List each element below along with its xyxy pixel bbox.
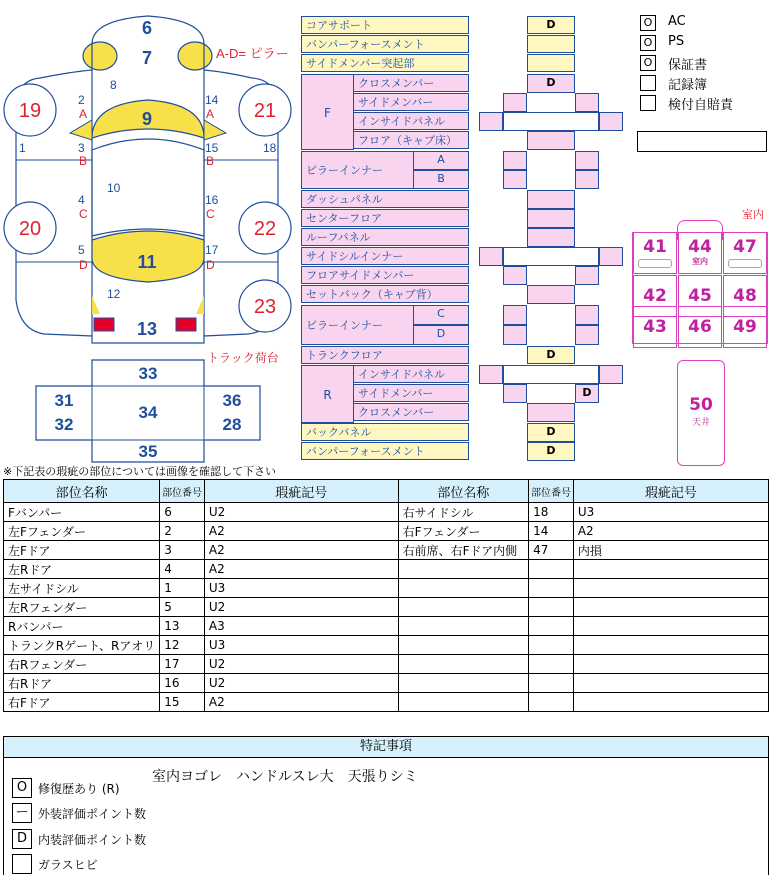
part-row: サイドメンバー (353, 384, 469, 402)
table-cell (573, 617, 768, 636)
table-cell (398, 598, 529, 617)
table-cell: 5 (160, 598, 205, 617)
room-44-sub: 室内 (692, 257, 708, 266)
table-cell: U3 (573, 503, 768, 522)
legend-interior-symbol: D (12, 829, 32, 849)
col-header: 部位名称 (398, 480, 529, 503)
col-header: 瑕疵記号 (204, 480, 398, 503)
part-row: トランクフロア (301, 346, 469, 364)
part-row: バンパーフォースメント (301, 442, 469, 460)
mark-cell (503, 112, 599, 131)
part-row: サイドシルインナー (301, 247, 469, 265)
table-cell: 12 (160, 636, 205, 655)
left-headlight (83, 42, 117, 70)
legend-glass-symbol (12, 854, 32, 874)
table-cell: 右Rドア (4, 674, 160, 693)
mark-cell: D (527, 423, 575, 442)
insurance-label: 検付自賠責 (668, 98, 734, 113)
table-row (4, 541, 769, 560)
table-cell: 15 (160, 693, 205, 712)
svg-text:C: C (206, 207, 215, 221)
mark-cell (527, 35, 575, 53)
region-12: 12 (107, 287, 121, 301)
mark-cell (479, 247, 503, 266)
ac-check[interactable]: O (640, 15, 656, 31)
car-body-outline (16, 44, 278, 343)
table-row (4, 560, 769, 579)
ceiling (677, 360, 725, 466)
table-cell: 右Rフェンダー (4, 655, 160, 674)
warranty-check[interactable]: O (640, 55, 656, 71)
table-cell (573, 560, 768, 579)
part-row: インサイドパネル (353, 365, 469, 383)
rear-pillar-left (92, 296, 100, 314)
table-cell (398, 655, 529, 674)
right-pillar-a (204, 120, 226, 140)
spare-num: 23 (253, 296, 277, 318)
legend-exterior-symbol: ー (12, 803, 32, 823)
group-f: F (301, 74, 354, 150)
region-8: 8 (110, 78, 117, 92)
rear-pillar-right (196, 296, 204, 314)
table-cell: 2 (160, 522, 205, 541)
note-line: ※下記表の瑕疵の部位については画像を確認して下さい (3, 465, 276, 478)
table-cell (573, 636, 768, 655)
table-cell (529, 636, 574, 655)
mark-cell (575, 151, 599, 170)
pillar-inner-rear: ピラーインナー (301, 305, 414, 345)
table-cell: U2 (204, 655, 398, 674)
room-44: 44 室内 (678, 232, 722, 274)
right-tail-light (176, 318, 196, 331)
table-cell: 4 (160, 560, 205, 579)
table-cell: 右前席、右Fドア内側 (398, 541, 529, 560)
part-row: D (413, 325, 469, 345)
side-left-num: 1 (19, 141, 26, 155)
svg-text:B: B (79, 154, 88, 168)
region-9: 9 (141, 109, 153, 129)
room-42: 42 (633, 275, 677, 317)
table-row (4, 598, 769, 617)
remarks-title: 特記事項 (4, 737, 768, 758)
mark-cell: D (527, 346, 575, 364)
table-cell: Rバンパー (4, 617, 160, 636)
mark-cell (527, 54, 575, 72)
remarks-box (3, 736, 769, 875)
table-cell: 3 (160, 541, 205, 560)
col-header: 瑕疵記号 (573, 480, 768, 503)
legend-repair-symbol: O (12, 778, 32, 798)
table-cell (529, 579, 574, 598)
ps-label: PS (668, 34, 685, 49)
part-row: フロアサイドメンバー (301, 266, 469, 284)
mark-cell (479, 365, 503, 384)
legend-interior-label: 内装評価ポイント数 (38, 833, 147, 847)
svg-text:36: 36 (222, 391, 242, 410)
wheel-22-num: 22 (253, 218, 277, 240)
mark-cell: D (575, 384, 599, 403)
insurance-check[interactable] (640, 95, 656, 111)
mark-cell (575, 305, 599, 325)
ps-check[interactable]: O (640, 35, 656, 51)
table-cell (529, 598, 574, 617)
mark-cell (527, 131, 575, 150)
ac-label: AC (668, 14, 686, 29)
mark-cell (575, 170, 599, 189)
left-pillar-numbers (78, 93, 88, 272)
table-cell: U3 (204, 636, 398, 655)
mark-cell (527, 228, 575, 247)
mark-cell (599, 247, 623, 266)
table-cell (529, 655, 574, 674)
svg-text:28: 28 (222, 415, 242, 434)
mark-cell (503, 365, 599, 384)
table-cell: 左Fフェンダー (4, 522, 160, 541)
part-row: C (413, 305, 469, 325)
blank-field[interactable] (637, 131, 767, 152)
part-row: ダッシュパネル (301, 190, 469, 208)
mark-cell (503, 93, 527, 112)
table-cell (529, 617, 574, 636)
table-cell: 右Fドア (4, 693, 160, 712)
part-row: ルーフパネル (301, 228, 469, 246)
part-row: バンパーフォースメント (301, 35, 469, 53)
table-cell: 右Fフェンダー (398, 522, 529, 541)
mark-cell: D (527, 442, 575, 461)
remarks-text: 室内ヨゴレ ハンドルスレ大 天張りシミ (152, 769, 418, 785)
col-header: 部位名称 (4, 480, 160, 503)
table-cell (398, 693, 529, 712)
region-7: 7 (141, 48, 153, 68)
table-cell: A2 (204, 693, 398, 712)
table-cell: 47 (529, 541, 574, 560)
svg-text:15: 15 (205, 141, 219, 155)
mark-cell (503, 170, 527, 189)
car-diagram (0, 0, 300, 470)
wheel-20-num: 20 (18, 218, 42, 240)
right-pillar-numbers (205, 93, 219, 272)
table-cell (398, 636, 529, 655)
mark-cell (503, 247, 599, 266)
mark-cell (575, 266, 599, 285)
table-row (4, 503, 769, 522)
table-cell: A2 (204, 560, 398, 579)
table-cell: U3 (204, 579, 398, 598)
table-row (4, 522, 769, 541)
mark-cell (503, 266, 527, 285)
record-label: 記録簿 (668, 78, 708, 93)
region-11: 11 (137, 252, 157, 272)
part-row: セットバック（キャブ背） (301, 285, 469, 303)
table-cell: Fバンパー (4, 503, 160, 522)
table-cell (398, 674, 529, 693)
table-row (4, 579, 769, 598)
svg-text:32: 32 (54, 415, 74, 434)
wheel-19-num: 19 (18, 100, 42, 122)
table-row (4, 636, 769, 655)
table-cell: U2 (204, 503, 398, 522)
svg-text:5: 5 (78, 243, 85, 257)
svg-text:17: 17 (205, 243, 219, 257)
table-cell: A2 (573, 522, 768, 541)
warranty-label: 保証書 (668, 58, 708, 73)
table-cell (573, 693, 768, 712)
table-cell: トランクRゲート、Rアオリ (4, 636, 160, 655)
table-row (4, 674, 769, 693)
mark-cell (527, 285, 575, 304)
svg-text:14: 14 (205, 93, 219, 107)
region-10: 10 (107, 181, 121, 195)
table-cell: 右サイドシル (398, 503, 529, 522)
table-cell: 18 (529, 503, 574, 522)
svg-text:B: B (206, 154, 215, 168)
svg-text:33: 33 (138, 364, 158, 383)
svg-text:C: C (79, 207, 88, 221)
table-header-row (4, 480, 769, 503)
table-cell: 左Rフェンダー (4, 598, 160, 617)
table-cell: 6 (160, 503, 205, 522)
mark-cell (503, 325, 527, 345)
mark-cell (527, 209, 575, 228)
part-row: サイドメンバー突起部 (301, 54, 469, 72)
svg-text:16: 16 (205, 193, 219, 207)
table-cell (529, 560, 574, 579)
mark-cell (599, 112, 623, 131)
mark-cell (599, 365, 623, 384)
table-cell: 左Fドア (4, 541, 160, 560)
mark-cell (503, 305, 527, 325)
table-row (4, 655, 769, 674)
svg-text:4: 4 (78, 193, 85, 207)
part-row: クロスメンバー (353, 403, 469, 421)
mark-cell (527, 403, 575, 422)
front-num: 6 (141, 18, 153, 38)
truck-bed-title: トラック荷台 (207, 351, 279, 365)
svg-text:35: 35 (138, 442, 158, 461)
mark-cell: D (527, 74, 575, 93)
room-49: 49 (723, 306, 767, 348)
mark-cell (575, 93, 599, 112)
svg-text:A: A (79, 107, 88, 121)
table-cell (398, 579, 529, 598)
right-headlight (178, 42, 212, 70)
part-row: A (413, 151, 469, 170)
mark-cell (479, 112, 503, 131)
col-header: 部位番号 (529, 480, 574, 503)
col-header: 部位番号 (160, 480, 205, 503)
table-cell: U2 (204, 598, 398, 617)
ceiling-num: 50 (689, 395, 713, 415)
part-row: バックパネル (301, 423, 469, 441)
table-cell: 16 (160, 674, 205, 693)
table-cell (398, 560, 529, 579)
table-cell: 17 (160, 655, 205, 674)
pillar-inner-front: ピラーインナー (301, 151, 414, 189)
part-row: センターフロア (301, 209, 469, 227)
table-cell: A3 (204, 617, 398, 636)
table-cell: 左サイドシル (4, 579, 160, 598)
svg-text:D: D (79, 258, 88, 272)
mark-cell: D (527, 16, 575, 34)
wheel-21-num: 21 (253, 100, 277, 122)
room-45: 45 (678, 275, 722, 317)
table-cell: U2 (204, 674, 398, 693)
table-cell (529, 693, 574, 712)
part-row: B (413, 170, 469, 189)
table-cell: 1 (160, 579, 205, 598)
region-13: 13 (136, 319, 158, 339)
legend-exterior-label: 外装評価ポイント数 (38, 807, 147, 821)
left-pillar-a (70, 120, 92, 140)
room-46: 46 (678, 306, 722, 348)
table-row (4, 693, 769, 712)
legend-repair-label: 修復歴あり (R) (38, 782, 120, 796)
table-cell: 14 (529, 522, 574, 541)
room-48: 48 (723, 275, 767, 317)
table-cell: A2 (204, 522, 398, 541)
pillar-label: A-D= ピラー (216, 46, 289, 61)
table-cell (398, 617, 529, 636)
side-right-num: 18 (263, 141, 277, 155)
mark-cell (503, 151, 527, 170)
part-row: サイドメンバー (353, 93, 469, 111)
part-row: コアサポート (301, 16, 469, 34)
table-cell (573, 674, 768, 693)
room-47: 47 (723, 232, 767, 274)
part-row: フロア（キャブ床） (353, 131, 469, 149)
damage-table (3, 479, 769, 712)
legend-glass-label: ガラスヒビ (38, 858, 98, 872)
table-cell (573, 655, 768, 674)
svg-text:A: A (206, 107, 215, 121)
table-cell: 内損 (573, 541, 768, 560)
svg-text:31: 31 (54, 391, 74, 410)
mark-cell (503, 384, 527, 403)
svg-text:3: 3 (78, 141, 85, 155)
table-cell (573, 598, 768, 617)
svg-text:D: D (206, 258, 215, 272)
mark-cell (575, 325, 599, 345)
group-r: R (301, 365, 354, 423)
interior-title: 室内 (742, 208, 764, 221)
record-check[interactable] (640, 75, 656, 91)
table-cell: 13 (160, 617, 205, 636)
table-cell (529, 674, 574, 693)
left-tail-light (94, 318, 114, 331)
table-cell (573, 579, 768, 598)
mark-cell (527, 190, 575, 209)
part-row: インサイドパネル (353, 112, 469, 130)
ceiling-label: 天井 (691, 418, 710, 428)
table-cell: A2 (204, 541, 398, 560)
table-cell: 左Rドア (4, 560, 160, 579)
room-41: 41 (633, 232, 677, 274)
part-row: クロスメンバー (353, 74, 469, 92)
svg-text:34: 34 (138, 403, 158, 422)
svg-text:2: 2 (78, 93, 85, 107)
table-row (4, 617, 769, 636)
room-43: 43 (633, 306, 677, 348)
